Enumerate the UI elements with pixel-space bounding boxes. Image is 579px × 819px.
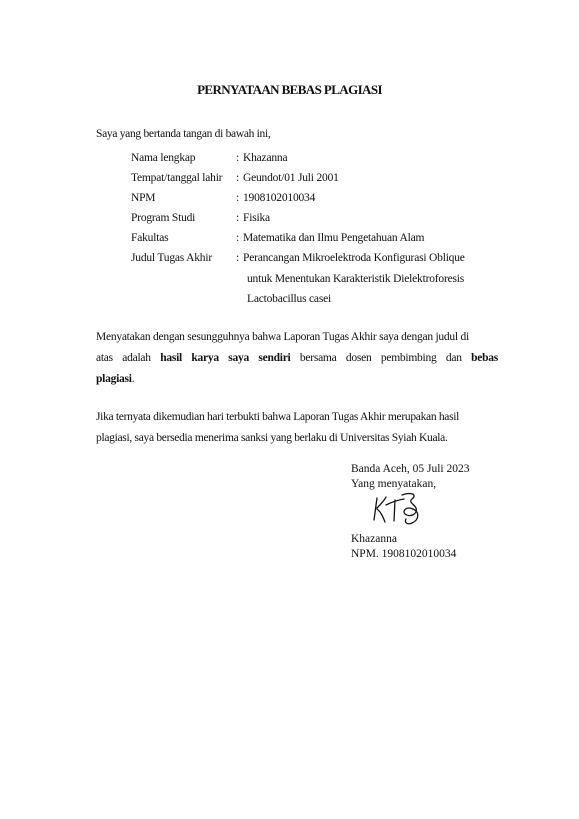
statement-line (96, 348, 498, 369)
field-label: Fakultas (131, 232, 169, 244)
statement-bold: bebas (471, 352, 499, 364)
field-colon: : (236, 212, 239, 224)
field-value-multiline (243, 248, 465, 310)
field-value: Fisika (243, 212, 270, 224)
field-value: 1908102010034 (243, 192, 316, 204)
statement-paragraph (96, 327, 498, 390)
thesis-title-line: Lactobacillus casei (247, 293, 332, 305)
field-colon: : (236, 232, 239, 244)
document-title: PERNYATAAN BEBAS PLAGIASI (197, 82, 382, 97)
statement-bold: hasil karya saya sendiri (160, 352, 291, 364)
field-colon: : (236, 252, 239, 264)
field-colon: : (236, 152, 239, 164)
field-label: NPM (131, 192, 156, 204)
field-label: Program Studi (131, 212, 196, 224)
place-date: Banda Aceh, 05 Juli 2023 (351, 463, 470, 475)
field-label: Judul Tugas Akhir (131, 252, 212, 264)
statement-text: bersama dosen pembimbing dan (299, 352, 462, 364)
statement-line: Menyatakan dengan sesungguhnya bahwa Laporan Tugas Akhir saya dengan judul di (96, 331, 469, 343)
signatory-npm: NPM. 1908102010034 (351, 548, 457, 560)
field-colon: : (236, 172, 239, 184)
signatory-name: Khazanna (351, 533, 397, 545)
thesis-title-line: untuk Menentukan Karakteristik Dielektroforesis (247, 272, 465, 285)
intro-text: Saya yang bertanda tangan di bawah ini, (96, 128, 271, 140)
signatory-info (351, 532, 456, 562)
statement-line (96, 369, 498, 390)
consequence-line: Jika ternyata dikemudian hari terbukti bahwa Laporan Tugas Akhir merupakan hasil (96, 411, 460, 423)
statement-bold: plagiasi (96, 373, 132, 385)
field-label: Nama lengkap (131, 152, 196, 164)
thesis-title-line: Perancangan Mikroelektroda Konfigurasi Oblique (243, 252, 465, 264)
signature-header (351, 462, 470, 492)
field-value: Geundot/01 Juli 2001 (243, 172, 339, 184)
consequence-line: plagiasi, saya bersedia menerima sanksi yang berlaku di Universitas Syiah Kuala. (96, 432, 448, 444)
handwritten-signature (368, 490, 424, 530)
field-colon: : (236, 192, 239, 204)
field-value: Matematika dan Ilmu Pengetahuan Alam (243, 232, 425, 244)
declarant-label: Yang menyatakan, (351, 478, 437, 490)
consequence-paragraph (96, 407, 506, 449)
field-value: Khazanna (243, 152, 288, 164)
statement-text: . (131, 373, 135, 385)
statement-text: atas adalah (96, 352, 151, 364)
field-label: Tempat/tanggal lahir (131, 172, 223, 184)
